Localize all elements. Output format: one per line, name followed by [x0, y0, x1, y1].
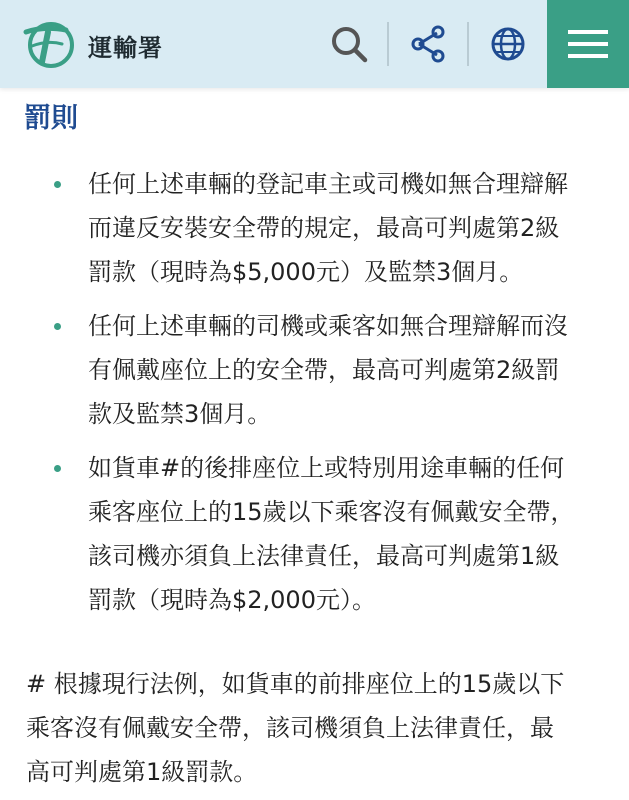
search-icon: [330, 25, 368, 63]
bullet-dot: [54, 465, 61, 472]
footnote-line: # 根據現行法例，如貨車的前排座位上的15歲以下: [26, 670, 565, 698]
header-divider: [467, 22, 469, 66]
list-item: [0, 162, 629, 294]
hamburger-menu-icon: [568, 28, 608, 60]
footnote-line: 乘客沒有佩戴安全帶，該司機須負上法律責任，最: [26, 714, 554, 742]
share-icon: [409, 25, 447, 63]
bullet-dot: [54, 323, 61, 330]
list-item-line: 而違反安裝安全帶的規定，最高可判處第2級: [88, 214, 560, 242]
section-title: 罰則: [24, 103, 78, 134]
globe-icon: [489, 25, 527, 63]
language-button[interactable]: [486, 22, 530, 66]
footnote: [26, 662, 616, 794]
list-item-line: 如貨車#的後排座位上或特別用途車輛的任何: [88, 454, 565, 482]
list-item-line: 任何上述車輛的司機或乘客如無合理辯解而沒: [88, 312, 568, 340]
share-button[interactable]: [406, 22, 450, 66]
list-item-line: 乘客座位上的15歲以下乘客沒有佩戴安全帶，: [88, 498, 575, 526]
list-item: [0, 446, 629, 622]
search-button[interactable]: [327, 22, 371, 66]
list-item-line: 罰款（現時為$2,000元）。: [88, 586, 376, 614]
list-item-line: 罰款（現時為$5,000元）及監禁3個月。: [88, 258, 524, 286]
list-item-line: 有佩戴座位上的安全帶，最高可判處第2級罰: [88, 356, 560, 384]
list-item-line: 該司機亦須負上法律責任，最高可判處第1級: [88, 542, 560, 570]
td-logo[interactable]: [22, 18, 76, 70]
list-item: [0, 304, 629, 436]
header-divider: [387, 22, 389, 66]
bullet-dot: [54, 181, 61, 188]
site-header: [0, 0, 629, 88]
list-item-line: 任何上述車輛的登記車主或司機如無合理辯解: [88, 170, 568, 198]
list-item-line: 款及監禁3個月。: [88, 400, 272, 428]
penalty-list: [0, 162, 629, 632]
menu-button[interactable]: [547, 0, 629, 88]
footnote-line: 高可判處第1級罰款。: [26, 758, 258, 786]
site-name[interactable]: 運輸署: [88, 34, 163, 62]
